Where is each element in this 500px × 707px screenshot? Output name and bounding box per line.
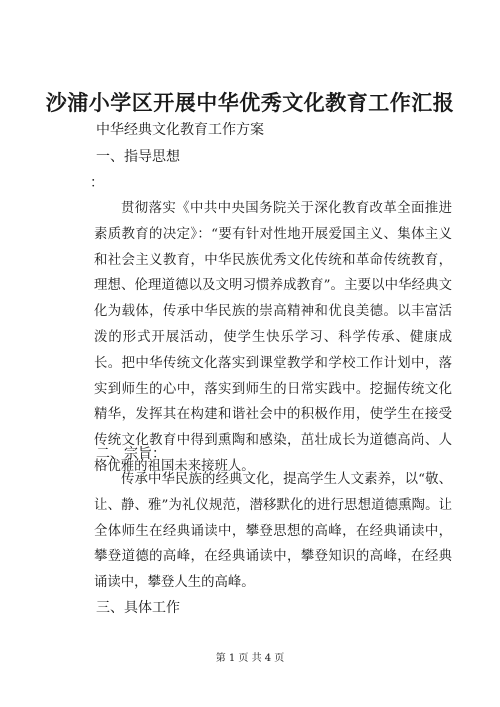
section-heading-specific-work: 三、具体工作 [96, 600, 180, 616]
plan-title: 中华经典文化教育工作方案 [96, 122, 264, 138]
heading-colon: ： [90, 175, 104, 191]
paragraph-purpose: 传承中华民族的经典文化，提高学生人文素养，以“敬、让、静、雅”为礼仪规范，潜移默化的进行思想道德熏陶。让全体师生在经典诵读中，攀登思想的高峰，在经典诵读中，攀登道德的高峰，在经典诵读中，攀登知识的高峰，在经典诵读中，攀登人生的高峰。 [94, 472, 452, 591]
page-footer: 第 1 页 共 4 页 [215, 653, 285, 664]
paragraph-guiding-ideology: 贯彻落实《中共中央国务院关于深化教育改革全面推进素质教育的决定》：“要有针对性地开展爱国主义、集体主义和社会主义教育，中华民族优秀文化传统和革命传统教育，理想、伦理道德以及文明习惯养成教育”。主要以中华经典文化为载体，传承中华民族的崇高精神和优良美德。以丰富活泼的形式开展活动，使学生快乐学习、科学传承、健康成长。把中华传统文化落实到课堂教学和学校工作计划中，落实到师生的心中，落实到师生的日常实践中。挖掘传统文化精华，发挥其在构建和谐社会中的积极作用，使学生在接受传统文化教育中得到熏陶和感染，茁壮成长为道德高尚、人格优雅的祖国未来接班人。 [94, 201, 452, 474]
document-title: 沙浦小学区开展中华优秀文化教育工作汇报 [45, 90, 455, 115]
section-heading-purpose: 二、宗旨： [96, 446, 166, 462]
section-heading-guiding-ideology: 一、指导思想 [96, 149, 180, 165]
